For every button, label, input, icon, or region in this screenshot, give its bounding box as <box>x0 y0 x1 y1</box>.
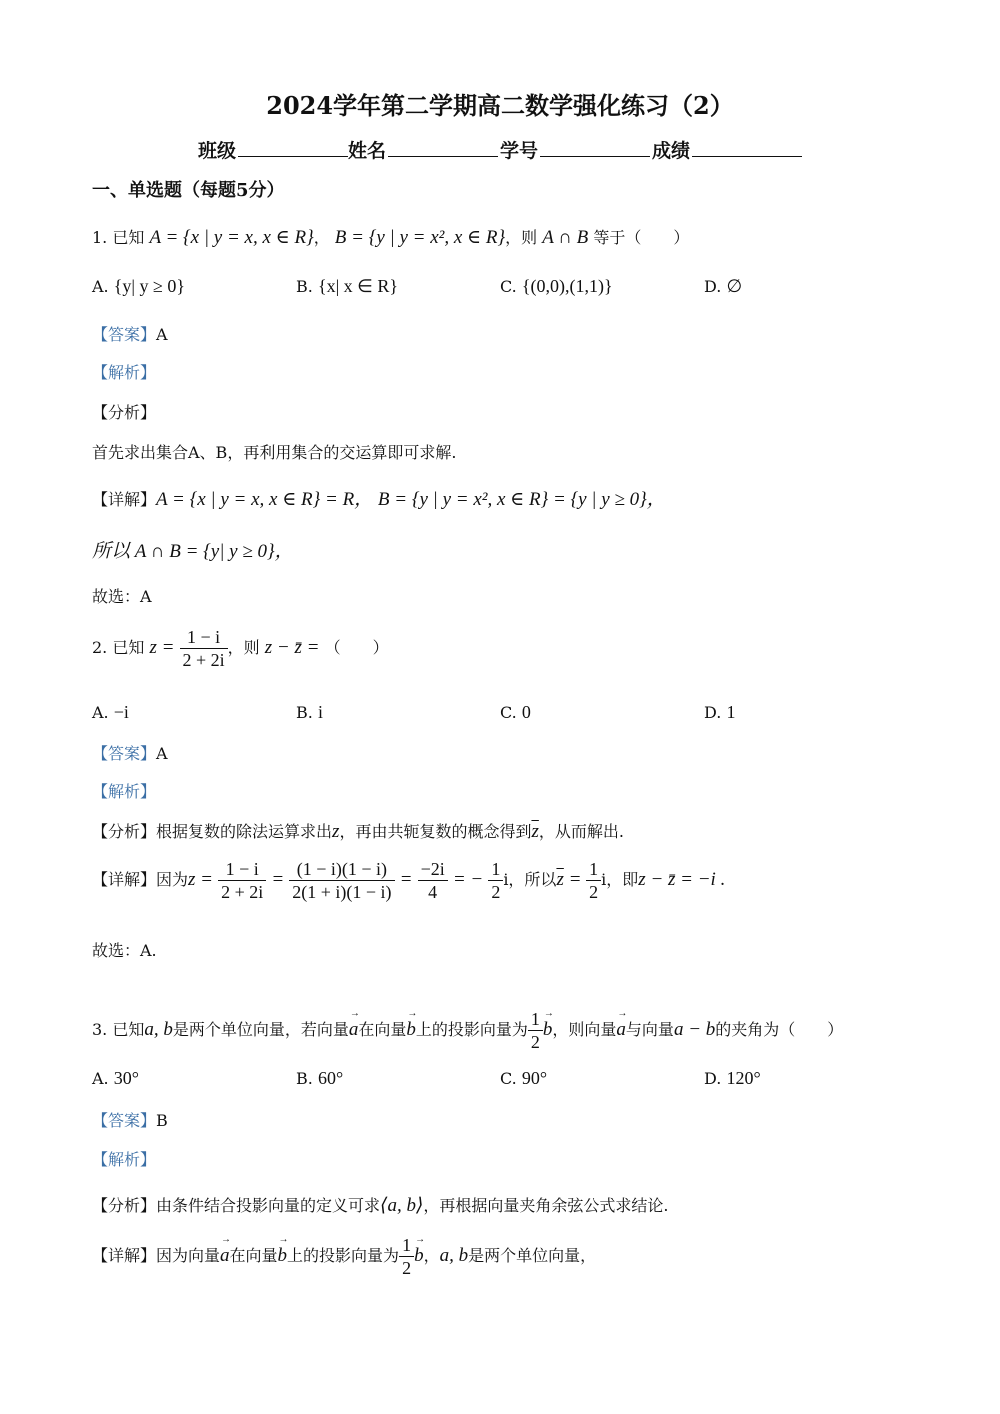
q1-so: 所以 A ∩ B = {y| y ≥ 0}， <box>92 541 294 562</box>
q1-detail: 【详解】A = {x | y = x, x ∈ R} = R， B = {y | y = x², x ∈ R} = {y | y ≥ 0}， <box>92 489 666 510</box>
q3-option-c: C. 90° <box>500 1068 548 1088</box>
q2-option-a: A. −i <box>92 702 129 722</box>
info-class: 班级 <box>198 136 348 163</box>
info-score: 成绩 <box>652 136 802 163</box>
q3-fenxi: 【分析】由条件结合投影向量的定义可求⟨a, b⟩，再根据向量夹角余弦公式求结论. <box>92 1195 669 1216</box>
q2-detail: 【详解】因为z = $\frac{1 - i}{2 + 2i}$ = $\frac{(1 - i)(1 - i)}{2(1 + i)(1 - i)}$ = $\frac{-2i}{4}$ = − $\frac{1}{2}$ i，所以$\overline{z}$ = $\frac{1}{2}$ i，即z − z̄ = −i . <box>92 859 726 902</box>
q3-option-b: B. 60° <box>296 1068 344 1088</box>
q1-choose: 故选：A <box>92 587 152 606</box>
q3-answer: 【答案】B <box>92 1111 168 1130</box>
q2-answer: 【答案】A <box>92 744 168 763</box>
q2-option-d: D. 1 <box>704 702 736 722</box>
q1-answer: 【答案】A <box>92 325 168 344</box>
q2-stem: 2. 已知 z = $\frac{1 - i}{2 + 2i}$ ，则 z − z̄ = （ ） <box>92 627 389 670</box>
info-name: 姓名 <box>348 136 498 163</box>
q1-analysis-tag: 【解析】 <box>92 363 157 382</box>
page-title: 2024学年第二学期高二数学强化练习（2） <box>266 91 734 120</box>
q2-option-c: C. 0 <box>500 702 531 722</box>
q1-stem: 1. 已知 A = {x | y = x, x ∈ R}， B = {y | y = x², x ∈ R}，则 A ∩ B 等于（ ） <box>92 227 690 248</box>
q1-fenxi-text: 首先求出集合A、B，再利用集合的交运算即可求解. <box>92 443 457 462</box>
q2-option-b: B. i <box>296 702 323 722</box>
q1-option-a: A. {y| y ≥ 0} <box>92 276 185 296</box>
q1-option-b: B. {x| x ∈ R} <box>296 276 399 296</box>
q2-choose: 故选：A. <box>92 941 157 960</box>
q3-option-a: A. 30° <box>92 1068 139 1088</box>
q3-detail: 【详解】因为向量→ a在向量→ b上的投影向量为 $\frac{1}{2}$ → b，a, b是两个单位向量， <box>92 1234 596 1279</box>
q3-option-d: D. 120° <box>704 1068 761 1088</box>
q1-option-d: D. ∅ <box>704 276 743 296</box>
q3-stem: 3. 已知a, b是两个单位向量，若向量→ a在向量→ b上的投影向量为 $\frac{1}{2}$ → b，则向量→ a与向量a − b的夹角为（ ） <box>92 1008 843 1053</box>
q1-option-c: C. {(0,0),(1,1)} <box>500 276 613 296</box>
info-id: 学号 <box>500 136 650 163</box>
q2-fenxi: 【分析】根据复数的除法运算求出z，再由共轭复数的概念得到$\overline{z}$，从而解出. <box>92 821 624 842</box>
section-heading: 一、单选题（每题5分） <box>92 180 285 201</box>
q3-analysis-tag: 【解析】 <box>92 1150 157 1169</box>
q2-analysis-tag: 【解析】 <box>92 782 157 801</box>
q1-fenxi-tag: 【分析】 <box>92 403 157 422</box>
